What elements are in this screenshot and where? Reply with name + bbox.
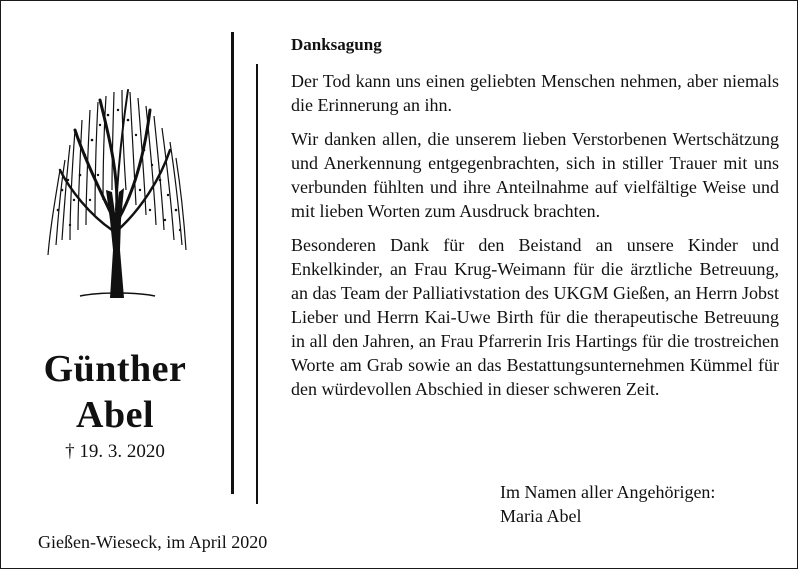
divider-thick <box>231 32 234 494</box>
deceased-first-name: Günther <box>43 348 187 390</box>
weeping-willow-icon <box>40 80 190 298</box>
deceased-last-name: Abel <box>76 394 154 436</box>
paragraph-2: Wir danken allen, die unserem lieben Verstorbenen Wertschätzung und Anerkennung entgegenbrachten, sich in stiller Trauer mit uns verbunden fühlten und ihre Anteilnahme auf vielfältige Weise und mit lieben Worten zum Ausdruck brachten. <box>291 129 779 221</box>
death-date: † 19. 3. 2020 <box>65 441 165 462</box>
signature-name: Maria Abel <box>500 506 582 526</box>
signature-intro: Im Namen aller Angehörigen: <box>500 482 716 502</box>
signature-block <box>500 480 715 528</box>
divider-thin <box>256 64 258 504</box>
paragraph-1: Der Tod kann uns einen geliebten Menschen nehmen, aber niemals die Erinnerung an ihn. <box>291 71 779 115</box>
notice-heading: Danksagung <box>291 35 382 54</box>
thank-you-text <box>291 33 779 411</box>
paragraph-3: Besonderen Dank für den Beistand an unsere Kinder und Enkelkinder, an Frau Krug-Weimann für die ärztliche Betreuung, an das Team der Palliativstation des UKGM Gießen, an Herrn Jobst Lieber und Herrn Kai-Uwe Birth für die therapeutische Betreuung in all den Jahren, an Frau Pfarrerin Iris Hartings für die trostreichen Worte am Grab sowie an das Bestattungsunternehmen Kümmel für den würdevollen Abschied in dieser schweren Zeit. <box>291 235 779 399</box>
place-and-date: Gießen-Wieseck, im April 2020 <box>38 532 268 552</box>
